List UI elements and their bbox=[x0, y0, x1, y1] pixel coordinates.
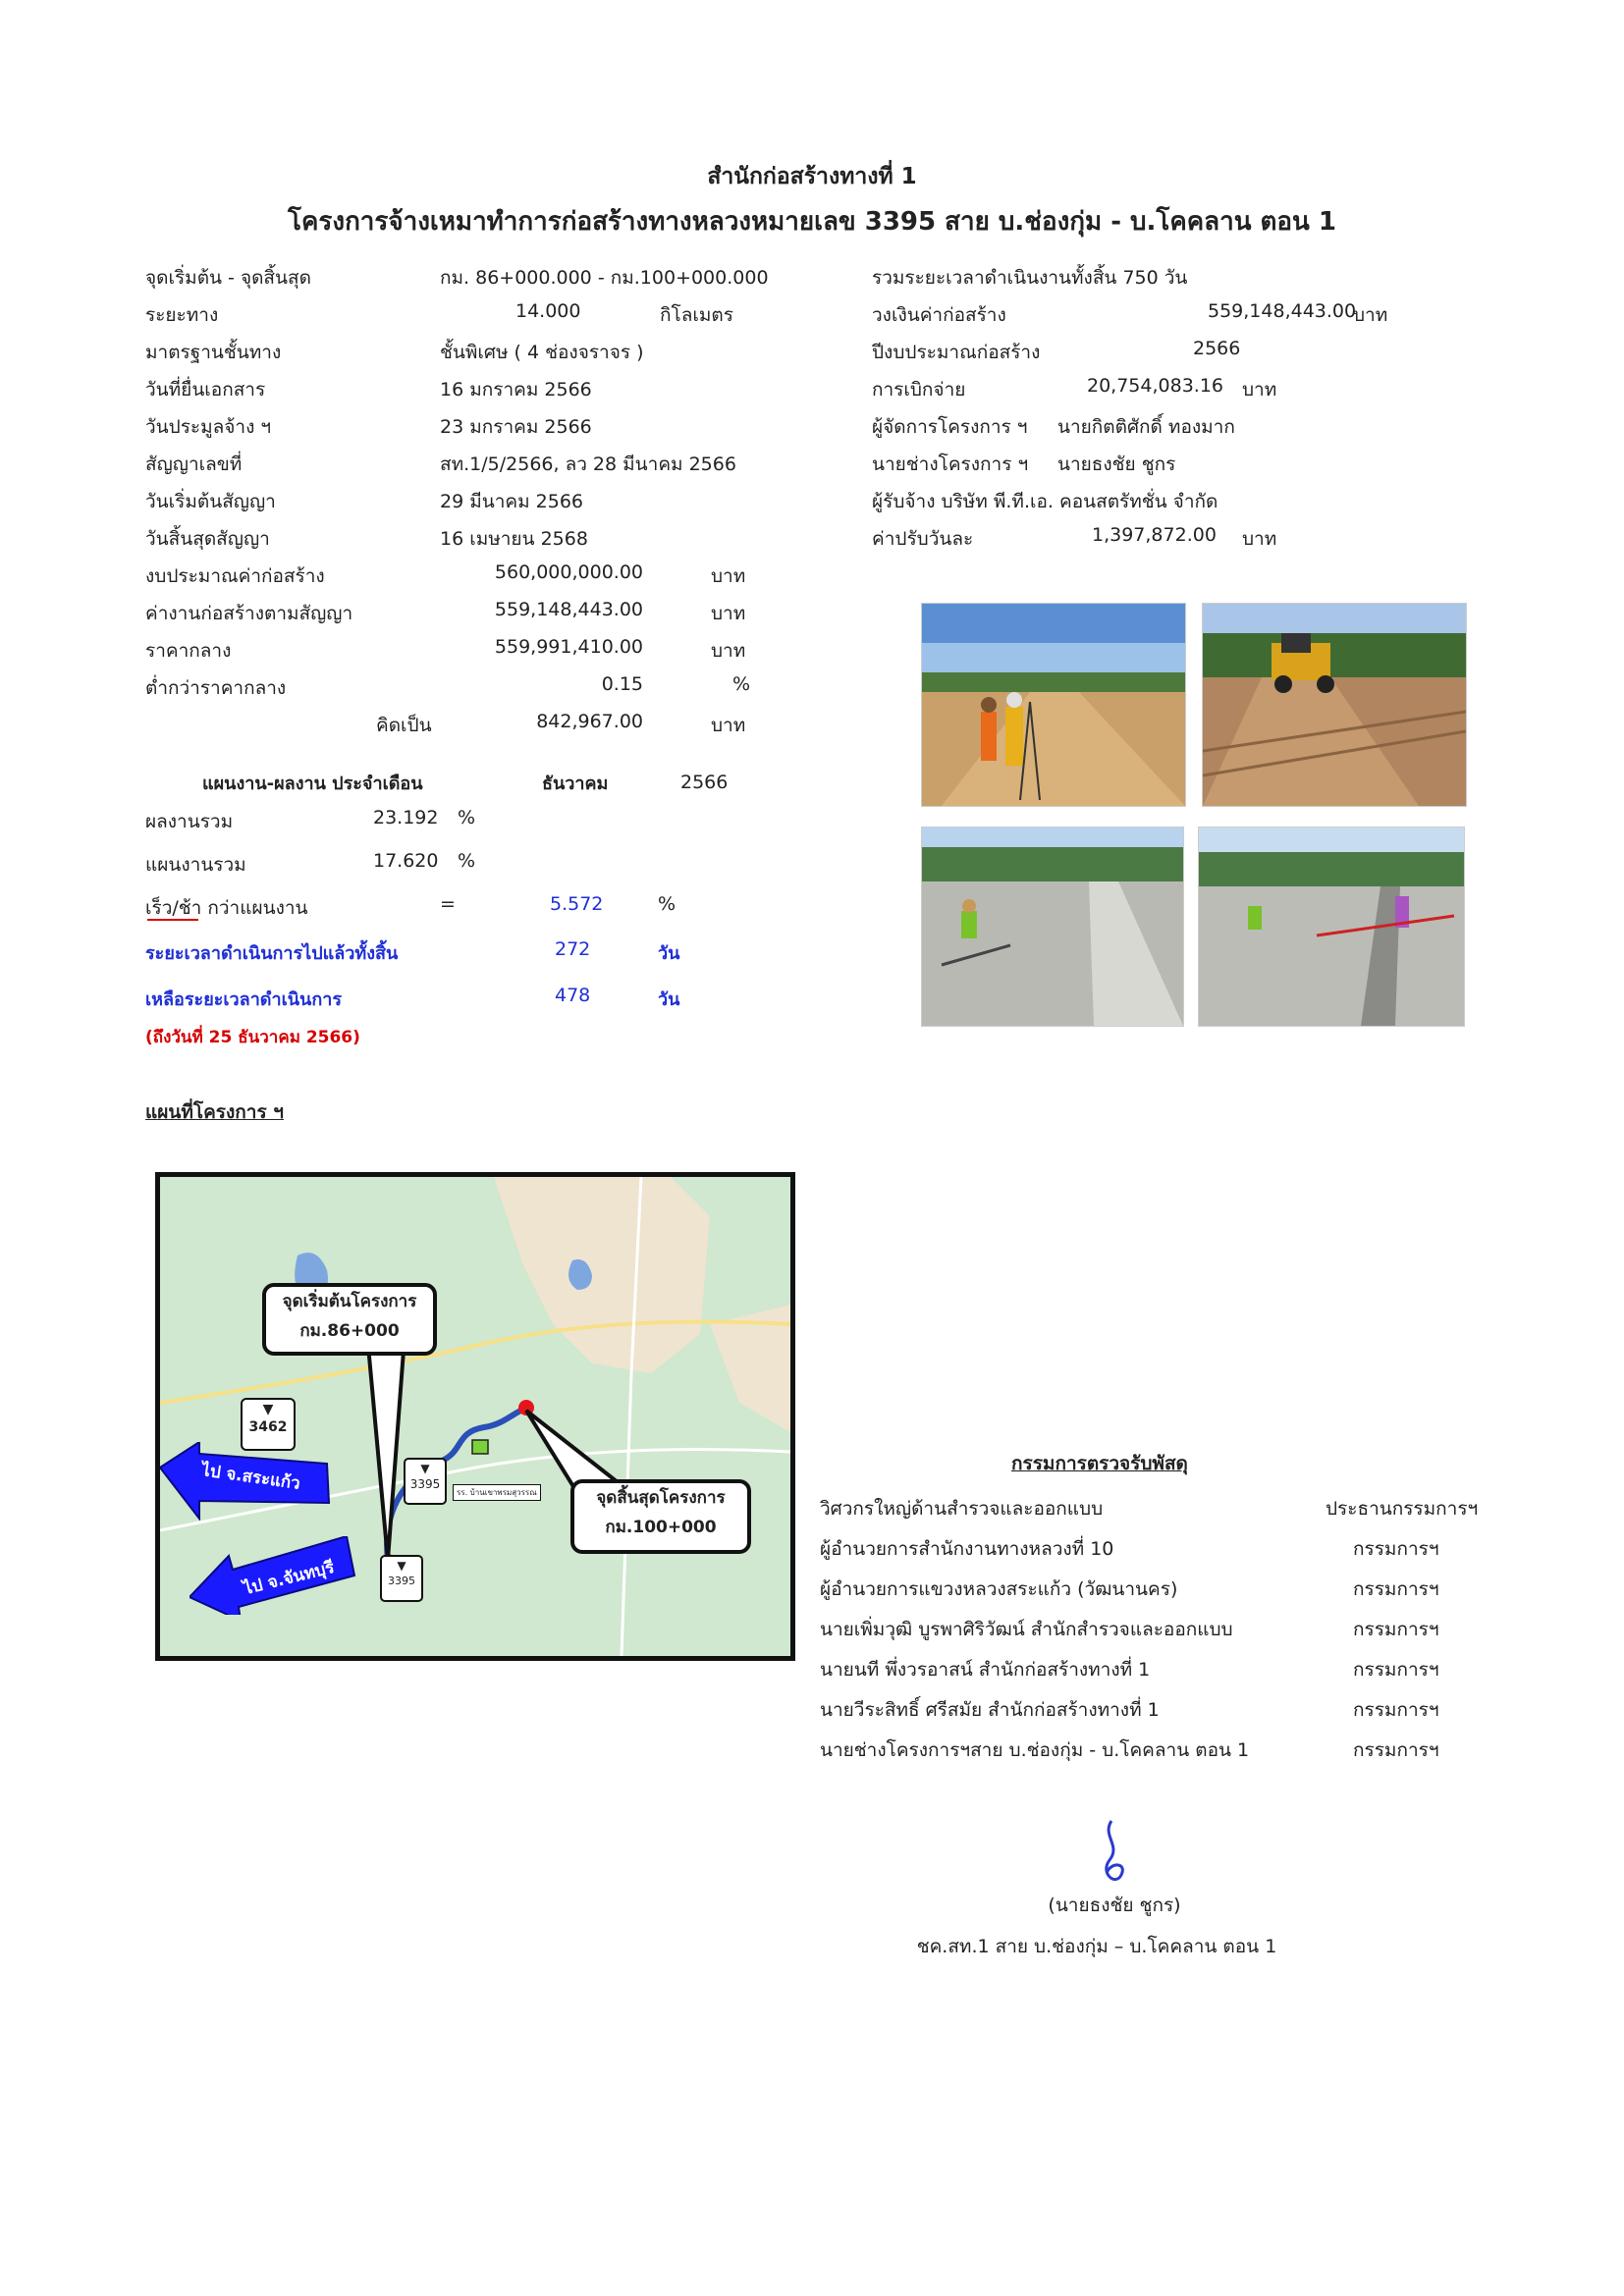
diff-eq: = bbox=[440, 893, 456, 915]
project-title: โครงการจ้างเหมาทำการก่อสร้างทางหลวงหมายเลข 3395 สาย บ.ช่องกุ่ม - บ.โคคลาน ตอน 1 bbox=[288, 207, 1336, 237]
budget-total-label: คิดเป็น bbox=[376, 715, 432, 736]
info-value: 16 มกราคม 2566 bbox=[440, 379, 592, 400]
site-photo-survey bbox=[921, 603, 1186, 807]
route-badge-3462: ▼ 3462 bbox=[241, 1398, 296, 1451]
info-label: รวมระยะเวลาดำเนินงานทั้งสิ้น 750 วัน bbox=[872, 267, 1188, 289]
diff-label: เร็ว/ช้า กว่าแผนงาน bbox=[145, 897, 308, 919]
garuda-icon: ▼ bbox=[397, 1559, 406, 1573]
info-value: 1,397,872.00 bbox=[1092, 524, 1217, 546]
remain-unit: วัน bbox=[658, 989, 680, 1010]
committee-member-role: กรรมการฯ bbox=[1353, 1659, 1439, 1681]
info-label: การเบิกจ่าย bbox=[872, 379, 966, 400]
info-label: ผู้จัดการโครงการ ฯ bbox=[872, 416, 1028, 438]
info-value: สท.1/5/2566, ลว 28 มีนาคม 2566 bbox=[440, 454, 736, 475]
committee-member-role: กรรมการฯ bbox=[1353, 1619, 1439, 1640]
info-unit: กิโลเมตร bbox=[660, 304, 733, 326]
budget-label: ต่ำกว่าราคากลาง bbox=[145, 677, 287, 699]
arrow-sakaeo-label: ไป จ.สระแก้ว bbox=[200, 1461, 301, 1494]
committee-member-name: นายเพิ่มวุฒิ บูรพาศิริวัฒน์ สำนักสำรวจและออกแบบ bbox=[820, 1619, 1233, 1640]
info-label: ผู้รับจ้าง บริษัท พี.ที.เอ. คอนสตรัทชั่น จำกัด bbox=[872, 491, 1218, 512]
info-value: 559,148,443.00 bbox=[1208, 300, 1357, 322]
committee-member-name: ผู้อำนวยการสำนักงานทางหลวงที่ 10 bbox=[820, 1538, 1114, 1560]
info-value: 2566 bbox=[1193, 338, 1241, 359]
info-label: นายช่างโครงการ ฯ bbox=[872, 454, 1029, 475]
info-label: ปีงบประมาณก่อสร้าง bbox=[872, 342, 1041, 363]
committee-member-role: กรรมการฯ bbox=[1353, 1699, 1439, 1721]
budget-value: 0.15 bbox=[601, 673, 643, 695]
budget-value: 560,000,000.00 bbox=[494, 561, 643, 583]
signature-mark bbox=[1082, 1816, 1141, 1895]
site-photo-concrete-1 bbox=[921, 827, 1184, 1027]
info-unit: บาท bbox=[1242, 528, 1277, 550]
plan-label: แผนงานรวม bbox=[145, 854, 246, 876]
info-label: ระยะทาง bbox=[145, 304, 219, 326]
info-unit: บาท bbox=[1242, 379, 1277, 400]
info-value: 14.000 bbox=[515, 300, 581, 322]
garuda-icon: ▼ bbox=[262, 1402, 274, 1417]
result-unit: % bbox=[458, 807, 476, 828]
budget-label: ราคากลาง bbox=[145, 640, 232, 662]
end-callout-title: จุดสิ้นสุดโครงการ bbox=[596, 1488, 726, 1508]
start-callout bbox=[262, 1283, 437, 1356]
office-title: สำนักก่อสร้างทางที่ 1 bbox=[707, 164, 917, 189]
result-label: ผลงานรวม bbox=[145, 811, 234, 832]
info-value: ชั้นพิเศษ ( 4 ช่องจราจร ) bbox=[440, 342, 644, 363]
progress-year: 2566 bbox=[680, 772, 729, 793]
budget-total-unit: บาท bbox=[711, 715, 746, 736]
progress-month: ธันวาคม bbox=[542, 774, 609, 794]
committee-member-name: วิศวกรใหญ่ด้านสำรวจและออกแบบ bbox=[820, 1498, 1104, 1520]
site-photo-concrete-2 bbox=[1198, 827, 1465, 1027]
info-value: 20,754,083.16 bbox=[1087, 375, 1224, 397]
committee-member-name: ผู้อำนวยการแขวงหลวงสระแก้ว (วัฒนานคร) bbox=[820, 1578, 1178, 1600]
asof-date: (ถึงวันที่ 25 ธันวาคม 2566) bbox=[145, 1028, 360, 1047]
info-value: 16 เมษายน 2568 bbox=[440, 528, 588, 550]
budget-label: ค่างานก่อสร้างตามสัญญา bbox=[145, 603, 353, 624]
committee-member-name: นายวีระสิทธิ์ ศรีสมัย สำนักก่อสร้างทางที่ 1 bbox=[820, 1699, 1160, 1721]
info-label: วันที่ยื่นเอกสาร bbox=[145, 379, 266, 400]
diff-value: 5.572 bbox=[550, 893, 604, 915]
start-callout-title: จุดเริ่มต้นโครงการ bbox=[282, 1292, 417, 1311]
elapsed-unit: วัน bbox=[658, 943, 680, 964]
info-label: วันสิ้นสุดสัญญา bbox=[145, 528, 270, 550]
committee-member-role: กรรมการฯ bbox=[1353, 1578, 1439, 1600]
committee-member-role: กรรมการฯ bbox=[1353, 1739, 1439, 1761]
result-value: 23.192 bbox=[373, 807, 439, 828]
arrow-chanthaburi-label: ไป จ.จันทบุรี bbox=[242, 1557, 337, 1600]
budget-label: งบประมาณค่าก่อสร้าง bbox=[145, 565, 325, 587]
diff-label-underline bbox=[147, 919, 198, 921]
info-label: สัญญาเลขที่ bbox=[145, 454, 243, 475]
info-label: วงเงินค่าก่อสร้าง bbox=[872, 304, 1006, 326]
plan-unit: % bbox=[458, 850, 476, 872]
info-label: วันประมูลจ้าง ฯ bbox=[145, 416, 272, 438]
info-unit: บาท bbox=[1353, 304, 1388, 326]
committee-member-role: กรรมการฯ bbox=[1353, 1538, 1439, 1560]
info-value: กม. 86+000.000 - กม.100+000.000 bbox=[440, 267, 769, 289]
map-heading: แผนที่โครงการ ฯ bbox=[145, 1101, 284, 1123]
end-callout-km: กม.100+000 bbox=[605, 1518, 717, 1537]
project-map bbox=[155, 1172, 795, 1661]
signature-position: ชค.สท.1 สาย บ.ช่องกุ่ม – บ.โคคลาน ตอน 1 bbox=[916, 1936, 1277, 1957]
budget-value: 559,991,410.00 bbox=[494, 636, 643, 658]
site-photo-grader bbox=[1202, 603, 1467, 807]
committee-member-role: ประธานกรรมการฯ bbox=[1326, 1498, 1479, 1520]
info-value: 29 มีนาคม 2566 bbox=[440, 491, 584, 512]
route-badge-3395-bottom: ▼ 3395 bbox=[380, 1555, 423, 1602]
committee-member-name: นายช่างโครงการฯสาย บ.ช่องกุ่ม - บ.โคคลาน ตอน 1 bbox=[820, 1739, 1250, 1761]
signature-name: (นายธงชัย ชูกร) bbox=[1048, 1895, 1181, 1916]
elapsed-value: 272 bbox=[555, 938, 591, 960]
budget-unit: บาท bbox=[711, 603, 746, 624]
start-callout-km: กม.86+000 bbox=[299, 1321, 400, 1341]
budget-value: 559,148,443.00 bbox=[494, 599, 643, 620]
info-label: จุดเริ่มต้น - จุดสิ้นสุด bbox=[145, 267, 311, 289]
committee-heading: กรรมการตรวจรับพัสดุ bbox=[1011, 1453, 1188, 1474]
budget-total-value: 842,967.00 bbox=[536, 711, 643, 732]
info-value: นายกิตติศักดิ์ ทองมาก bbox=[1057, 416, 1235, 438]
diff-unit: % bbox=[658, 893, 677, 915]
budget-unit: บาท bbox=[711, 640, 746, 662]
end-callout bbox=[570, 1479, 751, 1554]
school-label: รร. บ้านเขาพรมสุวรรณ bbox=[453, 1484, 541, 1501]
info-value: 23 มกราคม 2566 bbox=[440, 416, 592, 438]
info-label: ค่าปรับวันละ bbox=[872, 528, 974, 550]
progress-heading: แผนงาน-ผลงาน ประจำเดือน bbox=[202, 774, 423, 794]
elapsed-label: ระยะเวลาดำเนินการไปแล้วทั้งสิ้น bbox=[145, 943, 399, 964]
info-value: นายธงชัย ชูกร bbox=[1057, 454, 1176, 475]
garuda-icon: ▼ bbox=[420, 1462, 430, 1475]
budget-unit: % bbox=[732, 673, 751, 695]
remain-value: 478 bbox=[555, 985, 591, 1006]
committee-member-name: นายนที พึ่งวรอาสน์ สำนักก่อสร้างทางที่ 1 bbox=[820, 1659, 1151, 1681]
plan-value: 17.620 bbox=[373, 850, 439, 872]
route-badge-3395: ▼ 3395 bbox=[404, 1458, 447, 1505]
budget-unit: บาท bbox=[711, 565, 746, 587]
info-label: วันเริ่มต้นสัญญา bbox=[145, 491, 276, 512]
remain-label: เหลือระยะเวลาดำเนินการ bbox=[145, 989, 343, 1010]
info-label: มาตรฐานชั้นทาง bbox=[145, 342, 282, 363]
